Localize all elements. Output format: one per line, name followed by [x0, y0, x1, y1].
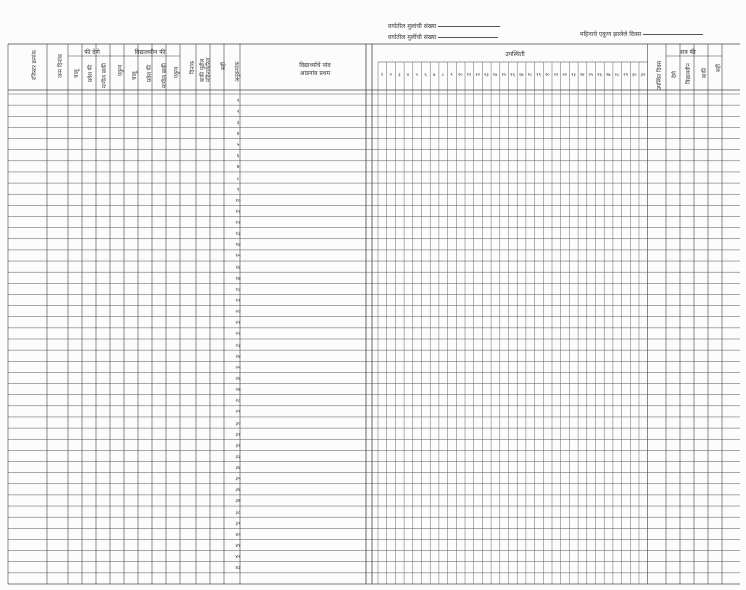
day-number: २२ — [562, 73, 568, 78]
signature-header: सही — [221, 61, 227, 70]
student-name-line2: आडनांव प्रथम — [299, 70, 331, 77]
day-number: १० — [457, 73, 463, 78]
day-number: १३ — [484, 73, 489, 78]
serial-number: ३ — [236, 119, 240, 126]
day-number: १ — [380, 73, 384, 78]
serial-number: १ — [236, 97, 240, 104]
serial-number: २४ — [235, 353, 241, 360]
serial-number: २३ — [235, 342, 241, 349]
serial-number: ३० — [235, 420, 241, 427]
day-number: १२ — [475, 73, 481, 78]
serial-number: ९ — [236, 186, 240, 193]
tf-balance-header: बाकी — [702, 67, 708, 78]
student-name-header — [270, 62, 360, 78]
serial-number: १७ — [235, 275, 241, 282]
fee-current-header: चालू — [74, 69, 80, 78]
day-number: ९ — [450, 73, 453, 78]
day-number: १५ — [501, 73, 507, 78]
day-number: २ — [389, 73, 392, 78]
serial-number: ३७ — [235, 498, 241, 505]
register-no-header: रजिस्टर क्रमांक — [32, 50, 38, 80]
tf-paid-header: देणे — [672, 71, 678, 78]
day-number: २० — [544, 73, 550, 78]
day-number: २८ — [614, 73, 620, 78]
sf-current-header: चालू — [132, 71, 138, 80]
serial-number: २८ — [235, 398, 241, 405]
serial-number: २६ — [235, 375, 241, 382]
day-number: १८ — [527, 73, 533, 78]
day-number: ४ — [406, 73, 410, 78]
balance-next-month-header: बाकी पुढील महिनाकरिता — [200, 57, 212, 82]
day-number: २९ — [623, 73, 628, 78]
day-number: ६ — [424, 73, 427, 78]
serial-number: ८ — [236, 175, 240, 182]
serial-number: ३८ — [235, 509, 241, 516]
fee-prev-balance-header: मागील बाकी — [102, 63, 108, 88]
serial-number: ११ — [235, 208, 241, 215]
sf-total-header: एकुण — [174, 66, 180, 78]
day-number: २३ — [571, 73, 576, 78]
day-number: ७ — [433, 73, 436, 78]
day-number: २१ — [553, 73, 559, 78]
serial-number: २२ — [235, 331, 241, 338]
attendance-days-header: उपस्थित दिवस — [657, 60, 663, 90]
fee-admission-header: प्रवेश फी — [88, 64, 94, 82]
serial-number: ७ — [236, 164, 240, 171]
term-fee-group-header: सत्र फी — [680, 49, 696, 56]
serial-number: १२ — [235, 220, 241, 227]
day-number: १९ — [536, 73, 541, 78]
attendance-header: उपस्थिती — [505, 51, 525, 58]
serial-number: ३२ — [235, 442, 241, 449]
serial-number: ४३ — [235, 565, 241, 572]
tf-school-header: विद्यालयीन — [686, 63, 692, 84]
student-name-line1: विद्यार्थ्याचे नांव — [299, 62, 331, 69]
day-number: ३१ — [640, 73, 646, 78]
girls-count-label: वर्गातील मुलींची संख्या — [388, 34, 498, 41]
day-number: १७ — [518, 73, 524, 78]
serial-number: ४० — [235, 531, 241, 538]
serial-number: २० — [235, 309, 241, 316]
serial-number: २ — [236, 108, 240, 115]
day-number: २५ — [588, 73, 594, 78]
day-number: २४ — [579, 73, 585, 78]
tf-signature-header: सही — [716, 63, 722, 72]
day-number: ५ — [415, 73, 418, 78]
serial-number: ३४ — [235, 465, 241, 472]
serial-number: ३३ — [235, 453, 241, 460]
serial-number: ३६ — [235, 487, 241, 494]
day-number: १४ — [492, 73, 498, 78]
serial-number: १९ — [235, 298, 241, 305]
serial-no-header: अनुक्रमांक — [235, 61, 241, 82]
day-number: ३ — [398, 73, 401, 78]
sf-prev-balance-header: मागील बाकी — [162, 63, 168, 88]
serial-number: १५ — [235, 253, 241, 260]
serial-number: २१ — [235, 320, 241, 327]
sf-admission-header: प्रवेश फी — [147, 64, 153, 82]
serial-number: ६ — [236, 153, 240, 160]
serial-number: ४१ — [235, 543, 241, 550]
serial-number: ३५ — [235, 476, 241, 483]
serial-number: २७ — [235, 387, 241, 394]
day-number: ११ — [466, 73, 472, 78]
serial-number: १६ — [235, 264, 241, 271]
student-fee-group-header: विद्यालयीन फी — [134, 49, 166, 56]
day-number: ८ — [441, 73, 445, 78]
serial-number: १३ — [235, 231, 241, 238]
day-number: २७ — [605, 73, 611, 78]
serial-number: २५ — [235, 364, 241, 371]
fee-group-header: फी देणे — [84, 49, 100, 56]
date-header: दिनांक — [190, 60, 196, 74]
day-number: १६ — [510, 73, 515, 78]
day-number: ३० — [631, 73, 637, 78]
serial-number: १० — [235, 197, 241, 204]
serial-number: १८ — [235, 286, 241, 293]
total-days-label: महिनाचे एकुण झालेले दिवस — [580, 31, 703, 38]
serial-number: ५ — [236, 142, 240, 149]
serial-number: २९ — [235, 409, 241, 416]
serial-number: ४ — [236, 130, 240, 137]
boys-count-label: वर्गातील मुलांची संख्या — [388, 23, 500, 30]
birth-date-header: जन्म दिनांक — [58, 54, 64, 78]
serial-number: ३१ — [235, 431, 241, 438]
fee-total-header: एकुण — [118, 64, 124, 76]
day-number: २६ — [597, 73, 602, 78]
serial-number: ३९ — [235, 520, 241, 527]
serial-number: १४ — [235, 242, 241, 249]
serial-number: ४२ — [235, 554, 241, 561]
